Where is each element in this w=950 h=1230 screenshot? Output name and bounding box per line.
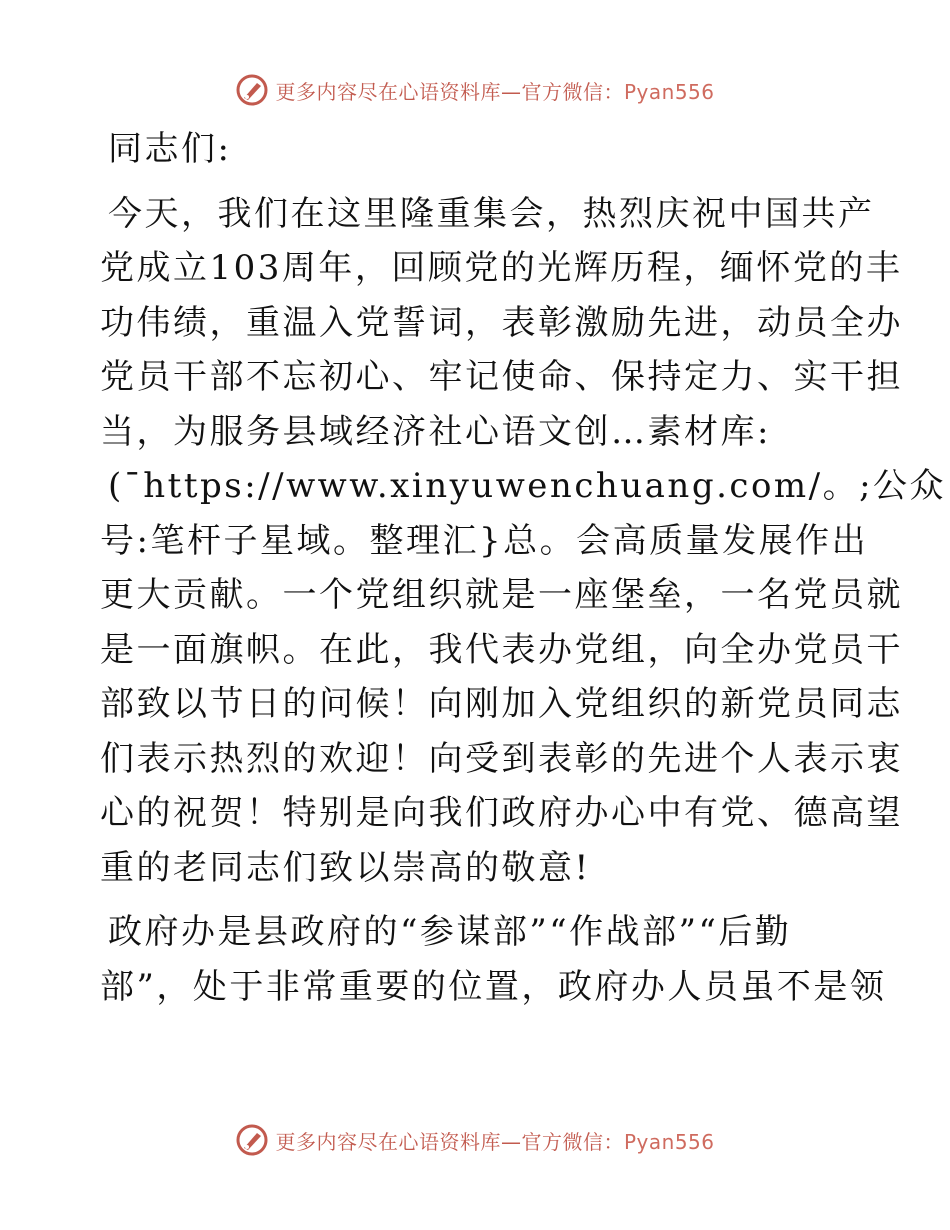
text-line: 重的老同志们致以崇高的敬意!: [100, 847, 591, 888]
text-line: 今天，我们在这里隆重集会，热烈庆祝中国共产: [108, 193, 875, 234]
watermark-text: 更多内容尽在心语资料库—官方微信：: [275, 79, 624, 104]
pen-logo-icon: [235, 1123, 269, 1157]
text-line: 党员干部不忘初心、牢记使命、保持定力、实干担: [100, 357, 903, 397]
watermark-text: 更多内容尽在心语资料库—官方微信：: [275, 1129, 624, 1154]
text-line: 政府办是县政府的“参谋部”“作战部”“后勤: [108, 912, 792, 952]
pen-logo-icon: [235, 73, 269, 107]
text-line: 是一面旗帜。在此，我代表办党组，向全办党员干: [100, 629, 903, 670]
watermark-handle: Pyan556: [623, 79, 715, 104]
text-line: 同志们:: [108, 129, 232, 169]
header-watermark: [0, 70, 950, 110]
document-body: [100, 122, 947, 1014]
watermark-handle: Pyan556: [623, 1129, 715, 1154]
text-line: (¯https://www.xinyuwenchuang.com/。;公众: [108, 466, 947, 506]
text-line: 们表示热烈的欢迎！向受到表彰的先进个人表示衷: [100, 738, 903, 779]
text-line: 当，为服务县域经济社心语文创…素材库:: [100, 411, 771, 452]
footer-watermark: [0, 1120, 950, 1160]
text-line: 党成立103周年，回顾党的光辉历程，缅怀党的丰: [100, 248, 903, 288]
text-line: 号:笔杆子星域。整理汇}总。会高质量发展作出: [100, 520, 869, 561]
text-line: 更大贡献。一个党组织就是一座堡垒，一名党员就: [100, 575, 903, 615]
text-line: 心的祝贺！特别是向我们政府办心中有党、德高望: [100, 793, 903, 833]
text-line: 部”，处于非常重要的位置，政府办人员虽不是领: [100, 966, 887, 1007]
text-line: 部致以节日的问候！向刚加入党组织的新党员同志: [100, 684, 903, 724]
text-line: 功伟绩，重温入党誓词，表彰激励先进，动员全办: [100, 302, 903, 343]
